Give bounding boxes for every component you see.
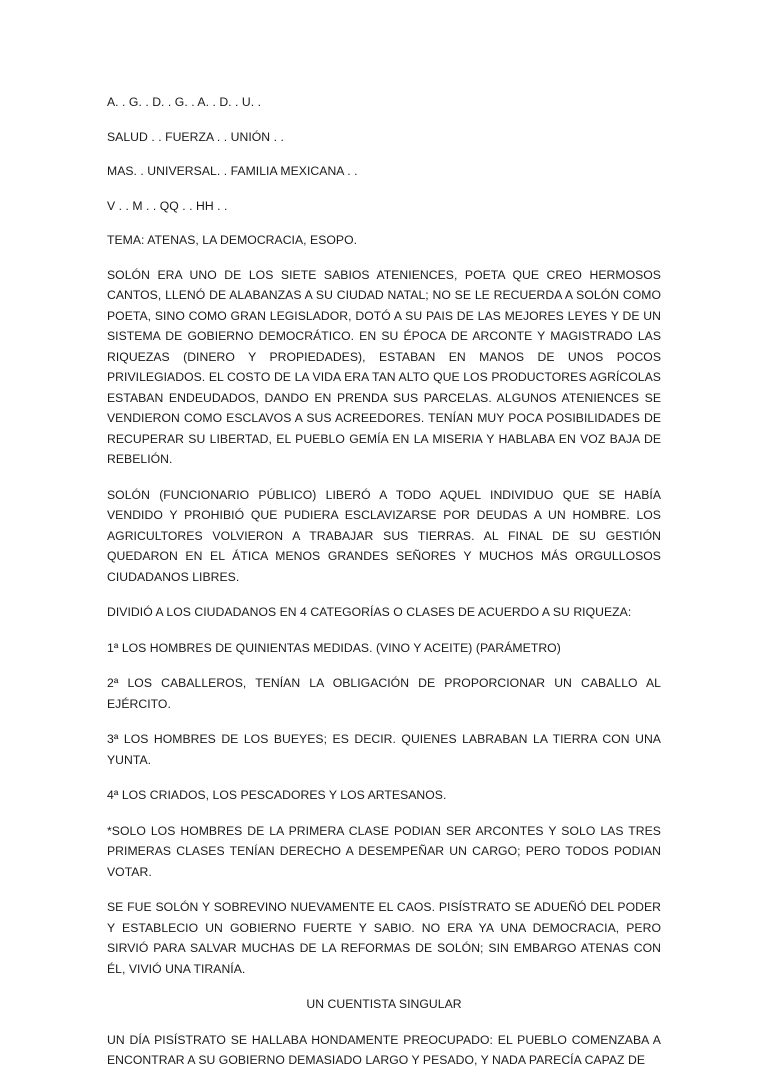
- class-item-4: 4ª LOS CRIADOS, LOS PESCADORES Y LOS ARTESANOS.: [107, 788, 447, 802]
- class-item-1: 1ª LOS HOMBRES DE QUINIENTAS MEDIDAS. (VINO Y ACEITE) (PARÁMETRO): [107, 640, 561, 655]
- topic-line: TEMA: ATENAS, LA DEMOCRACIA, ESOPO.: [107, 233, 358, 247]
- class-item-3: 3ª LOS HOMBRES DE LOS BUEYES; ES DECIR. QUIENES LABRABAN LA TIERRA CON UNA YUNTA.: [107, 732, 661, 767]
- addressee-line: MAS. . UNIVERSAL. . FAMILIA MEXICANA . .: [107, 164, 358, 178]
- paragraph-solon-reforms: SOLÓN (FUNCIONARIO PÚBLICO) LIBERÓ A TODO AQUEL INDIVIDUO QUE SE HABÍA VENDIDO Y PROHIBIÓ QUE PUDIERA ESCLAVIZARSE POR DEUDAS A UN HOMBRE. LOS AGRICULTORES VOLVIERON A TRABAJAR SUS TIERRAS. AL FINAL DE SU GESTIÓN QUEDARON EN EL ÁTICA MENOS GRANDES SEÑORES Y MUCHOS MÁS ORGULLOSOS CIUDADANOS LIBRES.: [107, 487, 661, 584]
- document-body: [107, 92, 661, 1086]
- section-heading: UN CUENTISTA SINGULAR: [306, 997, 462, 1011]
- paragraph-story-start: UN DÍA PISÍSTRATO SE HALLABA HONDAMENTE PREOCUPADO: EL PUEBLO COMENZABA A ENCONTRAR A SU GOBIERNO DEMASIADO LARGO Y PESADO, Y NADA PARECÍA CAPAZ DE: [107, 1032, 661, 1067]
- paragraph-note: *SOLO LOS HOMBRES DE LA PRIMERA CLASE PODIAN SER ARCONTES Y SOLO LAS TRES PRIMERAS CLASES TENÍAN DERECHO A DESEMPEÑAR UN CARGO; PERO TODOS PODIAN VOTAR.: [107, 823, 661, 879]
- paragraph-classes-intro: DIVIDIÓ A LOS CIUDADANOS EN 4 CATEGORÍAS O CLASES DE ACUERDO A SU RIQUEZA:: [107, 605, 632, 619]
- salutation-line: SALUD . . FUERZA . . UNIÓN . .: [107, 129, 284, 144]
- masonic-header-line: A. . G. . D. . G. . A. . D. . U. .: [107, 95, 262, 109]
- greeting-line: V . . M . . QQ . . HH . .: [107, 198, 228, 213]
- paragraph-solon-intro: SOLÓN ERA UNO DE LOS SIETE SABIOS ATENIENCES, POETA QUE CREO HERMOSOS CANTOS, LLENÓ DE ALABANZAS A SU CIUDAD NATAL; NO SE LE RECUERDA A SOLÓN COMO POETA, SINO COMO GRAN LEGISLADOR, DOTÓ A SU PAIS DE LAS MEJORES LEYES Y DE UN SISTEMA DE GOBIERNO DEMOCRÁTICO. EN SU ÉPOCA DE ARCONTE Y MAGISTRADO LAS RIQUEZAS (DINERO Y PROPIEDADES), ESTABAN EN MANOS DE UNOS POCOS PRIVILEGIADOS. EL COSTO DE LA VIDA ERA TAN ALTO QUE LOS PRODUCTORES AGRÍCOLAS ESTABAN ENDEUDADOS, DANDO EN PRENDA SUS PARCELAS. ALGUNOS ATENIENCES SE VENDIERON COMO ESCLAVOS A SUS ACREEDORES. TENÍAN MUY POCA POSIBILIDADES DE RECUPERAR SU LIBERTAD, EL PUEBLO GEMÍA EN LA MISERIA Y HABLABA EN VOZ BAJA DE REBELIÓN.: [107, 267, 661, 466]
- class-item-2: 2ª LOS CABALLEROS, TENÍAN LA OBLIGACIÓN DE PROPORCIONAR UN CABALLO AL EJÉRCITO.: [107, 676, 661, 711]
- paragraph-pisistratus: SE FUE SOLÓN Y SOBREVINO NUEVAMENTE EL CAOS. PISÍSTRATO SE ADUEÑÓ DEL PODER Y ESTABLECIO UN GOBIERNO FUERTE Y SABIO. NO ERA YA UNA DEMOCRACIA, PERO SIRVIÓ PARA SALVAR MUCHAS DE LA REFORMAS DE SOLÓN; SIN EMBARGO ATENAS CON ÉL, VIVIÓ UNA TIRANÍA.: [107, 900, 661, 976]
